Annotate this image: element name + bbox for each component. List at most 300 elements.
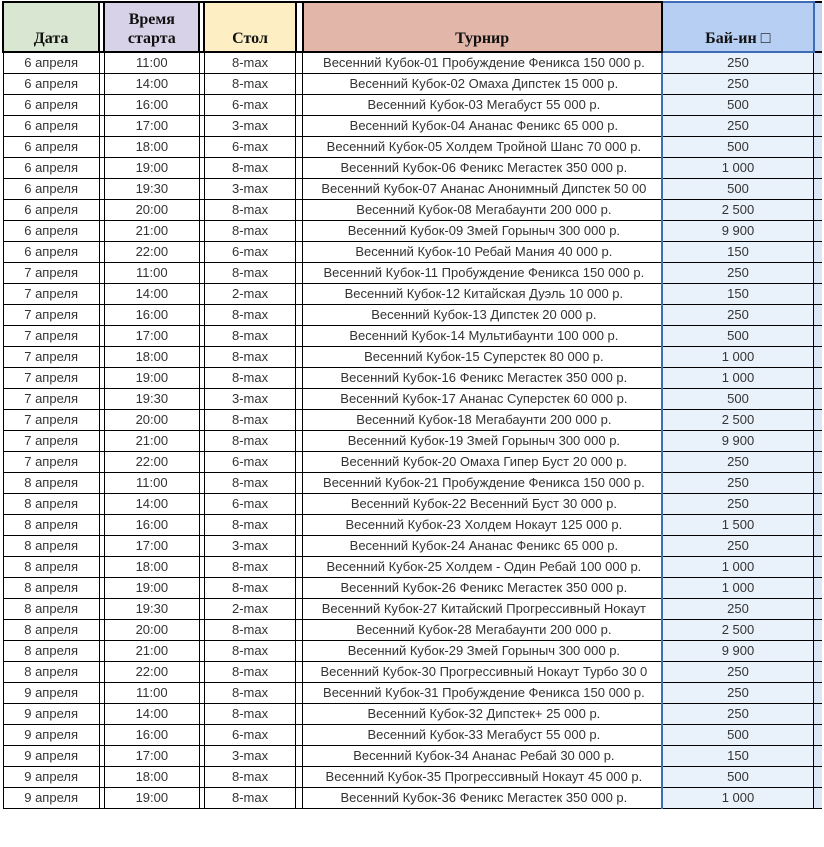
cell-buyin[interactable]: 150	[662, 745, 814, 766]
cell-tournament[interactable]: Весенний Кубок-11 Пробуждение Феникса 150 000 р.	[303, 262, 662, 283]
cell-buyin[interactable]: 250	[662, 451, 814, 472]
spacer-cell	[296, 598, 303, 619]
cell-buyin[interactable]: 1 000	[662, 157, 814, 178]
cell-tournament[interactable]: Весенний Кубок-18 Мегабаунти 200 000 р.	[303, 409, 662, 430]
clipped-next-column-cell	[814, 514, 822, 535]
clipped-next-column-cell	[814, 703, 822, 724]
cell-start-time[interactable]: 17:00	[104, 535, 199, 556]
cell-buyin[interactable]: 150	[662, 283, 814, 304]
cell-tournament[interactable]: Весенний Кубок-13 Дипстек 20 000 р.	[303, 304, 662, 325]
table-row	[3, 304, 822, 325]
table-row	[3, 598, 822, 619]
cell-tournament[interactable]: Весенний Кубок-06 Феникс Мегастек 350 000 р.	[303, 157, 662, 178]
cell-start-time[interactable]: 22:00	[104, 451, 199, 472]
cell-buyin[interactable]: 250	[662, 535, 814, 556]
cell-tournament[interactable]: Весенний Кубок-28 Мегабаунти 200 000 р.	[303, 619, 662, 640]
cell-start-time[interactable]: 18:00	[104, 136, 199, 157]
cell-table-size[interactable]: 8-max	[204, 52, 295, 73]
cell-buyin[interactable]: 250	[662, 73, 814, 94]
cell-date[interactable]: 7 апреля	[3, 346, 99, 367]
cell-tournament[interactable]: Весенний Кубок-15 Суперстек 80 000 р.	[303, 346, 662, 367]
cell-tournament[interactable]: Весенний Кубок-26 Феникс Мегастек 350 000 р.	[303, 577, 662, 598]
table-row	[3, 220, 822, 241]
cell-date[interactable]: 8 апреля	[3, 640, 99, 661]
table-row	[3, 556, 822, 577]
spacer-cell	[296, 430, 303, 451]
unknown-glyph-icon: □	[760, 30, 771, 47]
cell-start-time[interactable]: 11:00	[104, 472, 199, 493]
cell-start-time[interactable]: 16:00	[104, 514, 199, 535]
cell-table-size[interactable]: 8-max	[204, 682, 295, 703]
cell-table-size[interactable]: 8-max	[204, 514, 295, 535]
cell-table-size[interactable]: 8-max	[204, 199, 295, 220]
cell-buyin[interactable]: 9 900	[662, 640, 814, 661]
cell-start-time[interactable]: 21:00	[104, 430, 199, 451]
spacer-cell	[296, 73, 303, 94]
cell-table-size[interactable]: 8-max	[204, 472, 295, 493]
spacer-cell	[296, 493, 303, 514]
cell-start-time[interactable]: 19:00	[104, 577, 199, 598]
cell-date[interactable]: 9 апреля	[3, 766, 99, 787]
spacer-cell	[296, 304, 303, 325]
spacer-cell	[296, 52, 303, 73]
cell-start-time[interactable]: 20:00	[104, 409, 199, 430]
table-row	[3, 367, 822, 388]
cell-tournament[interactable]: Весенний Кубок-24 Ананас Феникс 65 000 р.	[303, 535, 662, 556]
cell-tournament[interactable]: Весенний Кубок-19 Змей Горыныч 300 000 р.	[303, 430, 662, 451]
clipped-next-column-cell	[814, 682, 822, 703]
header-tournament[interactable]: Турнир	[303, 2, 662, 52]
cell-buyin[interactable]: 2 500	[662, 199, 814, 220]
cell-tournament[interactable]: Весенний Кубок-01 Пробуждение Феникса 150 000 р.	[303, 52, 662, 73]
cell-tournament[interactable]: Весенний Кубок-07 Ананас Анонимный Дипстек 50 00	[303, 178, 662, 199]
spacer-cell	[296, 619, 303, 640]
cell-tournament[interactable]: Весенний Кубок-32 Дипстек+ 25 000 р.	[303, 703, 662, 724]
cell-tournament[interactable]: Весенний Кубок-23 Холдем Нокаут 125 000 р.	[303, 514, 662, 535]
cell-tournament[interactable]: Весенний Кубок-16 Феникс Мегастек 350 000 р.	[303, 367, 662, 388]
clipped-next-column-cell	[814, 787, 822, 808]
table-row	[3, 787, 822, 808]
cell-date[interactable]: 7 апреля	[3, 325, 99, 346]
cell-table-size[interactable]: 8-max	[204, 304, 295, 325]
cell-tournament[interactable]: Весенний Кубок-09 Змей Горыныч 300 000 р.	[303, 220, 662, 241]
cell-date[interactable]: 8 апреля	[3, 556, 99, 577]
cell-buyin[interactable]: 500	[662, 178, 814, 199]
spacer-cell	[296, 325, 303, 346]
cell-start-time[interactable]: 20:00	[104, 619, 199, 640]
cell-table-size[interactable]: 8-max	[204, 556, 295, 577]
clipped-next-column-cell	[814, 136, 822, 157]
clipped-next-column-cell	[814, 388, 822, 409]
table-row	[3, 451, 822, 472]
spacer-cell	[296, 2, 303, 52]
cell-table-size[interactable]: 6-max	[204, 241, 295, 262]
cell-table-size[interactable]: 8-max	[204, 409, 295, 430]
table-row	[3, 766, 822, 787]
cell-tournament[interactable]: Весенний Кубок-25 Холдем - Один Ребай 100 000 р.	[303, 556, 662, 577]
cell-date[interactable]: 9 апреля	[3, 745, 99, 766]
clipped-next-column-cell	[814, 220, 822, 241]
cell-date[interactable]: 7 апреля	[3, 409, 99, 430]
clipped-next-column-cell	[814, 661, 822, 682]
spacer-cell	[296, 535, 303, 556]
cell-buyin[interactable]: 9 900	[662, 220, 814, 241]
cell-date[interactable]: 6 апреля	[3, 94, 99, 115]
table-row	[3, 472, 822, 493]
cell-table-size[interactable]: 6-max	[204, 94, 295, 115]
spacer-cell	[296, 472, 303, 493]
clipped-next-column-cell	[814, 262, 822, 283]
cell-start-time[interactable]: 11:00	[104, 682, 199, 703]
cell-start-time[interactable]: 14:00	[104, 493, 199, 514]
cell-date[interactable]: 6 апреля	[3, 73, 99, 94]
cell-date[interactable]: 8 апреля	[3, 472, 99, 493]
cell-start-time[interactable]: 19:00	[104, 157, 199, 178]
clipped-next-column-cell	[814, 535, 822, 556]
cell-buyin[interactable]: 250	[662, 682, 814, 703]
cell-start-time[interactable]: 19:30	[104, 178, 199, 199]
spacer-cell	[296, 199, 303, 220]
spacer-cell	[296, 115, 303, 136]
table-row	[3, 283, 822, 304]
cell-date[interactable]: 7 апреля	[3, 430, 99, 451]
spacer-cell	[296, 787, 303, 808]
cell-start-time[interactable]: 22:00	[104, 241, 199, 262]
cell-date[interactable]: 8 апреля	[3, 619, 99, 640]
cell-buyin[interactable]: 500	[662, 325, 814, 346]
cell-tournament[interactable]: Весенний Кубок-31 Пробуждение Феникса 150 000 р.	[303, 682, 662, 703]
cell-date[interactable]: 8 апреля	[3, 535, 99, 556]
clipped-next-column-cell	[814, 346, 822, 367]
cell-table-size[interactable]: 3-max	[204, 535, 295, 556]
spacer-cell	[296, 514, 303, 535]
table-row	[3, 661, 822, 682]
spacer-cell	[296, 766, 303, 787]
cell-tournament[interactable]: Весенний Кубок-03 Мегабуст 55 000 р.	[303, 94, 662, 115]
clipped-next-column-cell	[814, 241, 822, 262]
clipped-next-column-cell	[814, 619, 822, 640]
cell-tournament[interactable]: Весенний Кубок-34 Ананас Ребай 30 000 р.	[303, 745, 662, 766]
cell-date[interactable]: 8 апреля	[3, 598, 99, 619]
clipped-next-column-cell	[814, 409, 822, 430]
table-row	[3, 136, 822, 157]
cell-start-time[interactable]: 18:00	[104, 766, 199, 787]
spacer-cell	[296, 703, 303, 724]
table-row	[3, 430, 822, 451]
cell-tournament[interactable]: Весенний Кубок-22 Весенний Буст 30 000 р.	[303, 493, 662, 514]
clipped-next-column-cell	[814, 766, 822, 787]
header-table-size[interactable]: Стол	[204, 2, 295, 52]
cell-tournament[interactable]: Весенний Кубок-04 Ананас Феникс 65 000 р.	[303, 115, 662, 136]
cell-table-size[interactable]: 6-max	[204, 493, 295, 514]
clipped-next-column-cell	[814, 52, 822, 73]
cell-buyin[interactable]: 1 000	[662, 367, 814, 388]
clipped-next-column-cell	[814, 178, 822, 199]
cell-table-size[interactable]: 8-max	[204, 703, 295, 724]
clipped-next-column-cell	[814, 430, 822, 451]
cell-start-time[interactable]: 16:00	[104, 304, 199, 325]
cell-table-size[interactable]: 8-max	[204, 157, 295, 178]
table-row	[3, 682, 822, 703]
cell-buyin[interactable]: 500	[662, 766, 814, 787]
cell-buyin[interactable]: 500	[662, 136, 814, 157]
cell-date[interactable]: 8 апреля	[3, 493, 99, 514]
cell-date[interactable]: 7 апреля	[3, 367, 99, 388]
cell-start-time[interactable]: 11:00	[104, 52, 199, 73]
cell-start-time[interactable]: 19:00	[104, 787, 199, 808]
cell-table-size[interactable]: 8-max	[204, 640, 295, 661]
clipped-next-column-cell	[814, 115, 822, 136]
spacer-cell	[296, 241, 303, 262]
spacer-cell	[296, 577, 303, 598]
cell-table-size[interactable]: 6-max	[204, 451, 295, 472]
cell-date[interactable]: 9 апреля	[3, 787, 99, 808]
table-row	[3, 745, 822, 766]
cell-start-time[interactable]: 14:00	[104, 283, 199, 304]
cell-tournament[interactable]: Весенний Кубок-21 Пробуждение Феникса 150 000 р.	[303, 472, 662, 493]
clipped-next-column-cell	[814, 598, 822, 619]
spacer-cell	[296, 451, 303, 472]
clipped-next-column-cell	[814, 94, 822, 115]
cell-date[interactable]: 6 апреля	[3, 241, 99, 262]
spacer-cell	[296, 283, 303, 304]
spacer-cell	[296, 409, 303, 430]
cell-start-time[interactable]: 17:00	[104, 115, 199, 136]
cell-buyin[interactable]: 9 900	[662, 430, 814, 451]
cell-date[interactable]: 6 апреля	[3, 136, 99, 157]
cell-start-time[interactable]: 20:00	[104, 199, 199, 220]
cell-tournament[interactable]: Весенний Кубок-02 Омаха Дипстек 15 000 р.	[303, 73, 662, 94]
cell-start-time[interactable]: 11:00	[104, 262, 199, 283]
clipped-next-column-cell	[814, 283, 822, 304]
cell-date[interactable]: 7 апреля	[3, 262, 99, 283]
header-start-time[interactable]: Время старта	[104, 2, 199, 52]
spacer-cell	[296, 640, 303, 661]
cell-buyin[interactable]: 250	[662, 661, 814, 682]
clipped-next-column-cell	[814, 367, 822, 388]
cell-date[interactable]: 6 апреля	[3, 220, 99, 241]
cell-tournament[interactable]: Весенний Кубок-30 Прогрессивный Нокаут Турбо 30 0	[303, 661, 662, 682]
header-date[interactable]: Дата	[3, 2, 99, 52]
cell-date[interactable]: 6 апреля	[3, 115, 99, 136]
cell-date[interactable]: 7 апреля	[3, 304, 99, 325]
cell-tournament[interactable]: Весенний Кубок-05 Холдем Тройной Шанс 70 000 р.	[303, 136, 662, 157]
cell-buyin[interactable]: 250	[662, 262, 814, 283]
cell-date[interactable]: 7 апреля	[3, 388, 99, 409]
cell-table-size[interactable]: 6-max	[204, 136, 295, 157]
cell-date[interactable]: 6 апреля	[3, 157, 99, 178]
table-row	[3, 724, 822, 745]
clipped-next-column-cell	[814, 745, 822, 766]
cell-table-size[interactable]: 3-max	[204, 388, 295, 409]
table-row	[3, 199, 822, 220]
cell-table-size[interactable]: 2-max	[204, 283, 295, 304]
spacer-cell	[296, 157, 303, 178]
cell-table-size[interactable]: 8-max	[204, 577, 295, 598]
cell-date[interactable]: 8 апреля	[3, 577, 99, 598]
cell-buyin[interactable]: 250	[662, 598, 814, 619]
cell-tournament[interactable]: Весенний Кубок-10 Ребай Мания 40 000 р.	[303, 241, 662, 262]
cell-start-time[interactable]: 16:00	[104, 94, 199, 115]
table-row	[3, 241, 822, 262]
table-row	[3, 178, 822, 199]
cell-buyin[interactable]: 1 000	[662, 577, 814, 598]
cell-tournament[interactable]: Весенний Кубок-36 Феникс Мегастек 350 000 р.	[303, 787, 662, 808]
cell-start-time[interactable]: 14:00	[104, 703, 199, 724]
table-row	[3, 577, 822, 598]
table-row	[3, 493, 822, 514]
cell-buyin[interactable]: 1 000	[662, 346, 814, 367]
cell-table-size[interactable]: 8-max	[204, 661, 295, 682]
cell-buyin[interactable]: 150	[662, 241, 814, 262]
cell-start-time[interactable]: 18:00	[104, 346, 199, 367]
cell-date[interactable]: 7 апреля	[3, 283, 99, 304]
cell-date[interactable]: 8 апреля	[3, 661, 99, 682]
cell-table-size[interactable]: 8-max	[204, 346, 295, 367]
cell-table-size[interactable]: 8-max	[204, 220, 295, 241]
cell-table-size[interactable]: 8-max	[204, 262, 295, 283]
cell-start-time[interactable]: 21:00	[104, 220, 199, 241]
clipped-next-column-cell	[814, 451, 822, 472]
cell-start-time[interactable]: 22:00	[104, 661, 199, 682]
table-row	[3, 115, 822, 136]
cell-start-time[interactable]: 19:30	[104, 388, 199, 409]
spacer-cell	[296, 367, 303, 388]
cell-tournament[interactable]: Весенний Кубок-12 Китайская Дуэль 10 000 р.	[303, 283, 662, 304]
spacer-cell	[296, 94, 303, 115]
cell-tournament[interactable]: Весенний Кубок-35 Прогрессивный Нокаут 45 000 р.	[303, 766, 662, 787]
clipped-next-column-cell	[814, 73, 822, 94]
cell-tournament[interactable]: Весенний Кубок-29 Змей Горыныч 300 000 р.	[303, 640, 662, 661]
spacer-cell	[296, 346, 303, 367]
table-row	[3, 73, 822, 94]
cell-start-time[interactable]: 14:00	[104, 73, 199, 94]
table-row	[3, 388, 822, 409]
cell-buyin[interactable]: 250	[662, 115, 814, 136]
table-row	[3, 52, 822, 73]
clipped-next-column-cell	[814, 493, 822, 514]
cell-table-size[interactable]: 8-max	[204, 787, 295, 808]
cell-table-size[interactable]: 3-max	[204, 115, 295, 136]
table-row	[3, 94, 822, 115]
cell-date[interactable]: 9 апреля	[3, 682, 99, 703]
table-row	[3, 346, 822, 367]
spacer-cell	[296, 136, 303, 157]
clipped-next-column-cell	[814, 157, 822, 178]
cell-tournament[interactable]: Весенний Кубок-14 Мультибаунти 100 000 р.	[303, 325, 662, 346]
clipped-next-column-header	[814, 2, 822, 52]
table-row	[3, 619, 822, 640]
spacer-cell	[296, 745, 303, 766]
cell-table-size[interactable]: 8-max	[204, 430, 295, 451]
cell-buyin[interactable]: 2 500	[662, 409, 814, 430]
cell-date[interactable]: 6 апреля	[3, 178, 99, 199]
cell-buyin[interactable]: 1 000	[662, 787, 814, 808]
clipped-next-column-cell	[814, 199, 822, 220]
spacer-cell	[296, 262, 303, 283]
cell-table-size[interactable]: 8-max	[204, 73, 295, 94]
clipped-next-column-cell	[814, 577, 822, 598]
cell-tournament[interactable]: Весенний Кубок-20 Омаха Гипер Буст 20 000 р.	[303, 451, 662, 472]
cell-start-time[interactable]: 18:00	[104, 556, 199, 577]
spacer-cell	[296, 661, 303, 682]
cell-buyin[interactable]: 250	[662, 304, 814, 325]
cell-table-size[interactable]: 8-max	[204, 766, 295, 787]
cell-buyin[interactable]: 500	[662, 94, 814, 115]
cell-start-time[interactable]: 21:00	[104, 640, 199, 661]
clipped-next-column-cell	[814, 640, 822, 661]
spacer-cell	[296, 556, 303, 577]
cell-tournament[interactable]: Весенний Кубок-17 Ананас Суперстек 60 000 р.	[303, 388, 662, 409]
cell-buyin[interactable]: 250	[662, 703, 814, 724]
cell-buyin[interactable]: 250	[662, 52, 814, 73]
header-buyin[interactable]	[662, 2, 814, 52]
cell-start-time[interactable]: 19:30	[104, 598, 199, 619]
table-row	[3, 157, 822, 178]
cell-table-size[interactable]: 8-max	[204, 619, 295, 640]
cell-date[interactable]: 7 апреля	[3, 451, 99, 472]
cell-tournament[interactable]: Весенний Кубок-27 Китайский Прогрессивный Нокаут	[303, 598, 662, 619]
spacer-cell	[296, 220, 303, 241]
table-row	[3, 703, 822, 724]
cell-start-time[interactable]: 17:00	[104, 325, 199, 346]
spacer-cell	[296, 178, 303, 199]
cell-date[interactable]: 8 апреля	[3, 514, 99, 535]
clipped-next-column-cell	[814, 556, 822, 577]
clipped-next-column-cell	[814, 325, 822, 346]
cell-date[interactable]: 6 апреля	[3, 199, 99, 220]
cell-table-size[interactable]: 8-max	[204, 367, 295, 388]
cell-buyin[interactable]: 500	[662, 388, 814, 409]
cell-buyin[interactable]: 1 000	[662, 556, 814, 577]
clipped-next-column-cell	[814, 472, 822, 493]
clipped-next-column-cell	[814, 724, 822, 745]
cell-table-size[interactable]: 2-max	[204, 598, 295, 619]
cell-tournament[interactable]: Весенний Кубок-33 Мегабуст 55 000 р.	[303, 724, 662, 745]
cell-date[interactable]: 9 апреля	[3, 724, 99, 745]
cell-tournament[interactable]: Весенний Кубок-08 Мегабаунти 200 000 р.	[303, 199, 662, 220]
cell-start-time[interactable]: 16:00	[104, 724, 199, 745]
cell-buyin[interactable]: 250	[662, 472, 814, 493]
table-row	[3, 535, 822, 556]
cell-date[interactable]: 9 апреля	[3, 703, 99, 724]
spacer-cell	[296, 388, 303, 409]
tournament-schedule-table	[2, 1, 822, 809]
table-row	[3, 640, 822, 661]
cell-table-size[interactable]: 8-max	[204, 325, 295, 346]
table-row	[3, 325, 822, 346]
cell-buyin[interactable]: 250	[662, 493, 814, 514]
cell-table-size[interactable]: 3-max	[204, 745, 295, 766]
cell-table-size[interactable]: 3-max	[204, 178, 295, 199]
cell-buyin[interactable]: 500	[662, 724, 814, 745]
table-row	[3, 409, 822, 430]
cell-start-time[interactable]: 17:00	[104, 745, 199, 766]
cell-start-time[interactable]: 19:00	[104, 367, 199, 388]
header-buyin-label: Бай-ин	[705, 30, 757, 47]
table-row	[3, 514, 822, 535]
cell-date[interactable]: 6 апреля	[3, 52, 99, 73]
spacer-cell	[296, 682, 303, 703]
cell-buyin[interactable]: 1 500	[662, 514, 814, 535]
table-row	[3, 262, 822, 283]
header-row	[3, 2, 822, 52]
table-body	[3, 52, 822, 808]
clipped-next-column-cell	[814, 304, 822, 325]
cell-table-size[interactable]: 6-max	[204, 724, 295, 745]
spacer-cell	[296, 724, 303, 745]
cell-buyin[interactable]: 2 500	[662, 619, 814, 640]
